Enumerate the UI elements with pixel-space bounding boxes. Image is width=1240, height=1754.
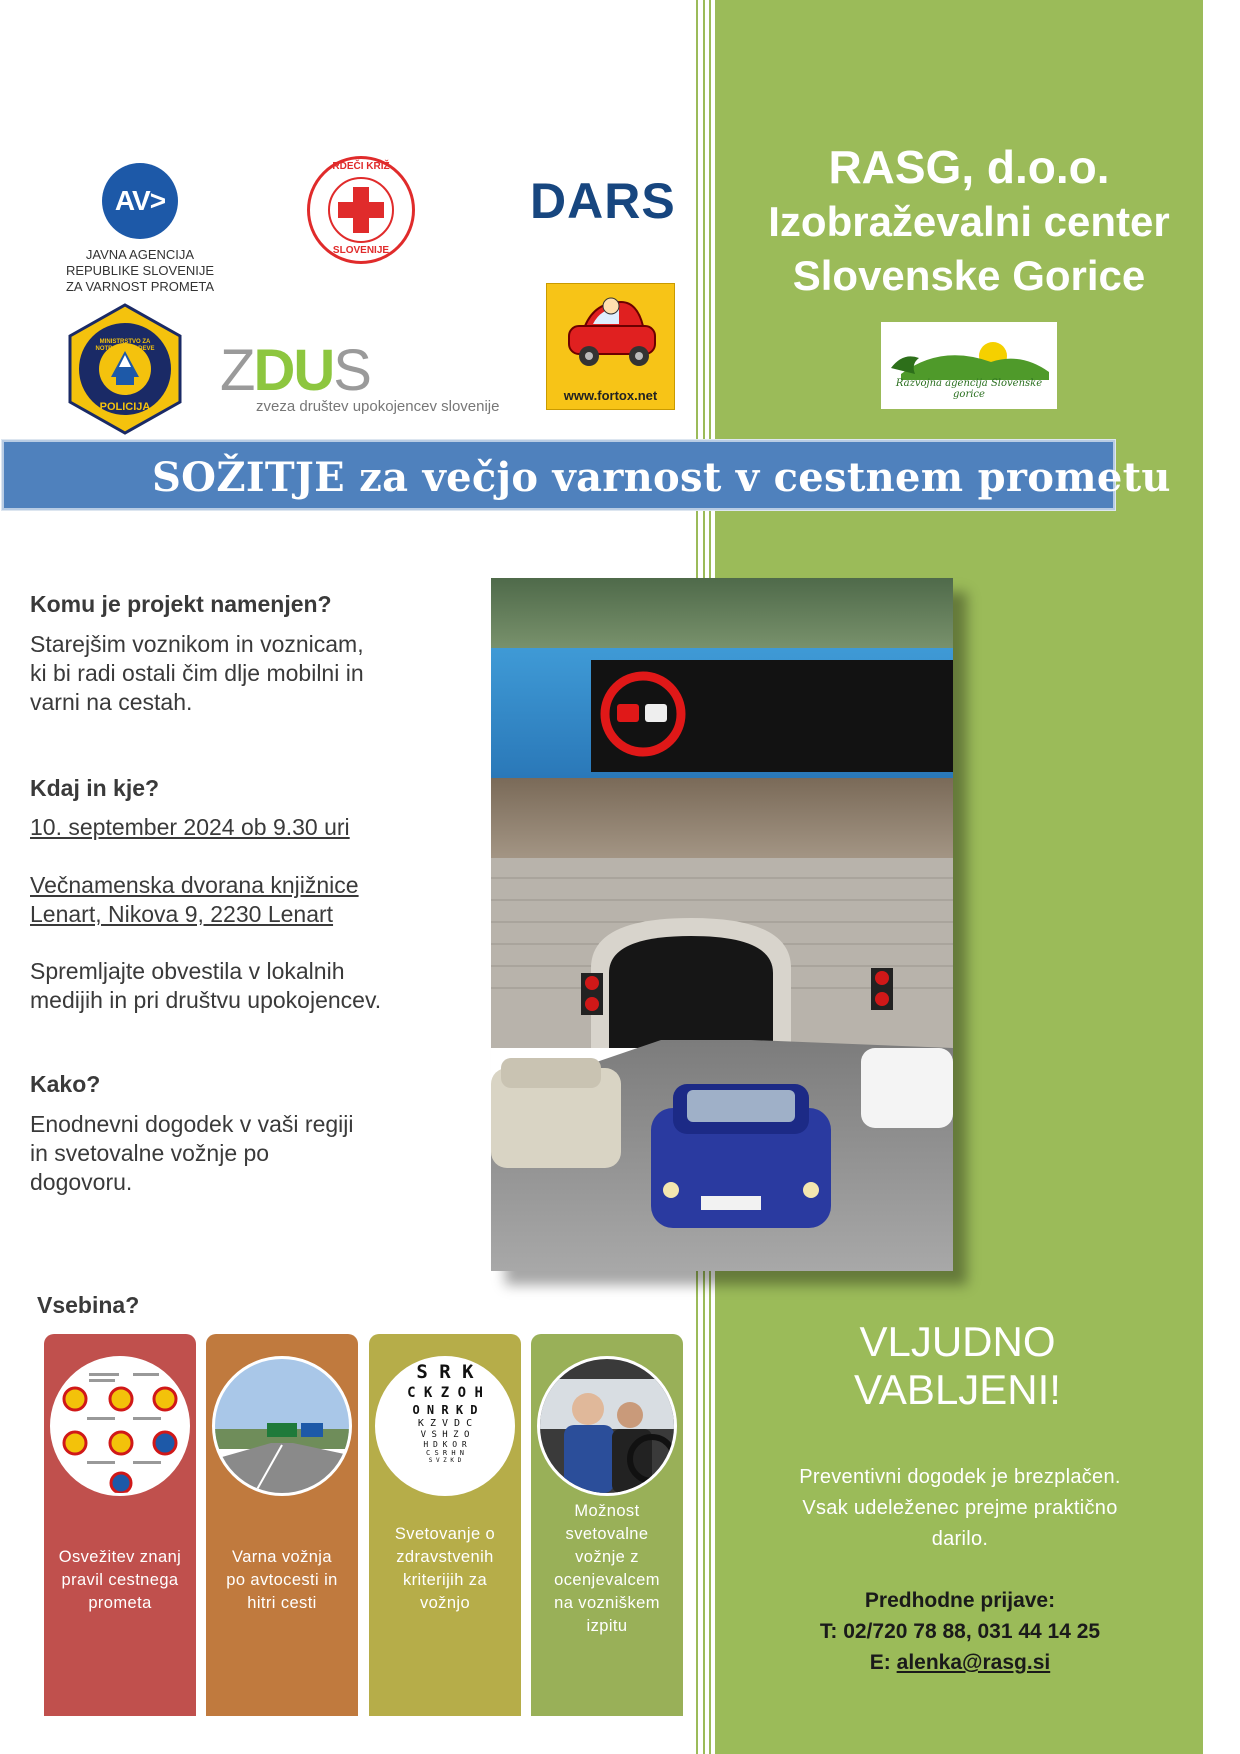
avp-logo-text — [50, 247, 230, 295]
registration-phone: T: 02/720 78 88, 031 44 14 25 — [819, 1620, 1101, 1643]
highway-icon — [215, 1359, 349, 1493]
komu-line: Starejšim voznikom in voznicam, — [30, 631, 364, 657]
red-cross-bottom-text: SLOVENIJE — [332, 245, 390, 256]
card-line: Možnost — [574, 1502, 640, 1520]
event-date: 10. september 2024 ob 9.30 uri — [30, 814, 350, 840]
card-line: Osvežitev znanj — [58, 1548, 182, 1566]
registration-title: Predhodne prijave: — [864, 1589, 1056, 1612]
zdus-s: S — [333, 338, 370, 403]
card-text — [535, 1500, 679, 1638]
location-line: Lenart, Nikova 9, 2230 Lenart — [30, 901, 334, 927]
police-badge-logo — [66, 303, 184, 435]
rasg-logo — [881, 322, 1057, 409]
registration-email — [760, 1647, 1160, 1678]
eye-chart-row: C S R H N — [426, 1449, 464, 1457]
organizer-line-2: Izobraževalni center — [768, 198, 1170, 245]
organizer-line-3: Slovenske Gorice — [792, 252, 1146, 299]
avp-logo — [102, 163, 178, 239]
red-cross-icon — [353, 187, 369, 233]
eye-chart-row: S R K — [416, 1361, 474, 1383]
email-link[interactable]: alenka@rasg.si — [896, 1651, 1051, 1674]
kako-text — [30, 1110, 353, 1197]
card-line: pravil cestnega — [61, 1571, 179, 1589]
eye-chart-row: C K Z O H — [407, 1385, 483, 1401]
announcements-text — [30, 957, 381, 1015]
traffic-signs-image — [50, 1356, 190, 1496]
card-line: svetovalne — [565, 1525, 649, 1543]
card-line: Svetovanje o — [394, 1525, 496, 1543]
card-text — [48, 1546, 192, 1615]
kako-heading: Kako? — [30, 1071, 101, 1097]
welcome-line: VABLJENI! — [854, 1366, 1061, 1413]
kdaj-heading: Kdaj in kje? — [30, 775, 160, 801]
highway-image — [212, 1356, 352, 1496]
kako-line: dogovoru. — [30, 1169, 133, 1195]
zdus-wordmark — [220, 338, 370, 403]
avp-line: ZA VARNOST PROMETA — [65, 279, 215, 294]
eye-chart-row: K Z V D C — [417, 1418, 473, 1429]
banner-title: SOŽITJE za večjo varnost v cestnem prometu — [152, 454, 1171, 501]
card-text — [210, 1546, 354, 1615]
avp-line: REPUBLIKE SLOVENIJE — [65, 263, 215, 278]
zdus-logo — [220, 338, 500, 415]
email-prefix: E: — [869, 1651, 897, 1674]
content-card-health-criteria — [369, 1334, 521, 1716]
eye-chart-row: H D K O R — [423, 1440, 467, 1449]
note-line: Vsak udeleženec prejme praktično — [802, 1497, 1118, 1519]
avp-mark: AV> — [114, 185, 166, 216]
announcements-line: Spremljajte obvestila v lokalnih — [30, 958, 345, 984]
zdus-subtitle: zveza društev upokojencev slovenije — [256, 398, 500, 415]
hills-icon — [881, 322, 1057, 382]
eye-chart-row: S V Z K D — [428, 1457, 462, 1464]
fortox-logo — [546, 283, 675, 410]
card-line: vožnje z — [575, 1548, 639, 1566]
location-line: Večnamenska dvorana knjižnice — [30, 872, 359, 898]
content-card-advisory-drive — [531, 1334, 683, 1716]
free-event-note — [760, 1462, 1160, 1555]
fortox-url: www.fortox.net — [563, 388, 658, 403]
dars-logo: DARS — [530, 173, 676, 229]
vsebina-heading: Vsebina? — [37, 1292, 140, 1318]
traffic-sign-icon — [53, 1359, 187, 1493]
organizer-name: RASG, d.o.o. — [828, 141, 1110, 193]
komu-line: varni na cestah. — [30, 689, 193, 715]
eye-chart-row: O N R K D — [412, 1403, 478, 1417]
card-line: zdravstvenih — [396, 1548, 494, 1566]
avp-line: JAVNA AGENCIJA — [85, 247, 195, 262]
rasg-caption: Razvojna agencija Slovenske gorice — [895, 378, 1043, 400]
zdus-z: Z — [220, 338, 254, 403]
zdus-du: DU — [253, 338, 334, 403]
registration-contact — [760, 1585, 1160, 1678]
car-icon — [547, 284, 676, 384]
card-line: Varna vožnja — [232, 1548, 332, 1566]
police-badge-bottom-text: POLICIJA — [99, 401, 151, 413]
police-badge-top-text: MINISTRSTVO ZA NOTRANJE ZADEVE — [95, 339, 155, 352]
kako-line: Enodnevni dogodek v vaši regiji — [30, 1111, 354, 1137]
driving-instructor-image — [537, 1356, 677, 1496]
eye-chart-row: V S H Z O — [420, 1430, 470, 1440]
card-line: kriterijih za — [402, 1571, 488, 1589]
welcome-text — [820, 1318, 1095, 1414]
komu-heading: Komu je projekt namenjen? — [30, 591, 332, 617]
red-cross-logo — [307, 156, 415, 264]
kako-line: in svetovalne vožnje po — [30, 1140, 270, 1166]
note-line: Preventivni dogodek je brezplačen. — [799, 1466, 1121, 1488]
announcements-line: medijih in pri društvu upokojencev. — [30, 987, 382, 1013]
card-line: ocenjevalcem — [554, 1571, 660, 1589]
eye-chart-image — [375, 1356, 515, 1496]
card-line: na vozniškem — [554, 1594, 660, 1612]
card-text — [373, 1523, 517, 1615]
red-cross-top-text: RDEČI KRIŽ — [332, 161, 390, 172]
komu-text — [30, 630, 364, 717]
title-banner — [2, 440, 1171, 510]
card-line: vožnjo — [419, 1594, 471, 1612]
content-card-highway-driving — [206, 1334, 358, 1716]
komu-line: ki bi radi ostali čim dlje mobilni in — [30, 660, 364, 686]
event-location — [30, 871, 359, 929]
welcome-line: VLJUDNO — [859, 1318, 1056, 1365]
note-line: darilo. — [931, 1528, 989, 1550]
card-line: prometa — [88, 1594, 152, 1612]
card-line: hitri cesti — [247, 1594, 317, 1612]
highway-tunnel-photo — [491, 578, 953, 1271]
content-card-traffic-rules — [44, 1334, 196, 1716]
card-line: po avtocesti in — [226, 1571, 338, 1589]
driver-icon — [540, 1359, 674, 1493]
card-line: izpitu — [586, 1617, 628, 1635]
